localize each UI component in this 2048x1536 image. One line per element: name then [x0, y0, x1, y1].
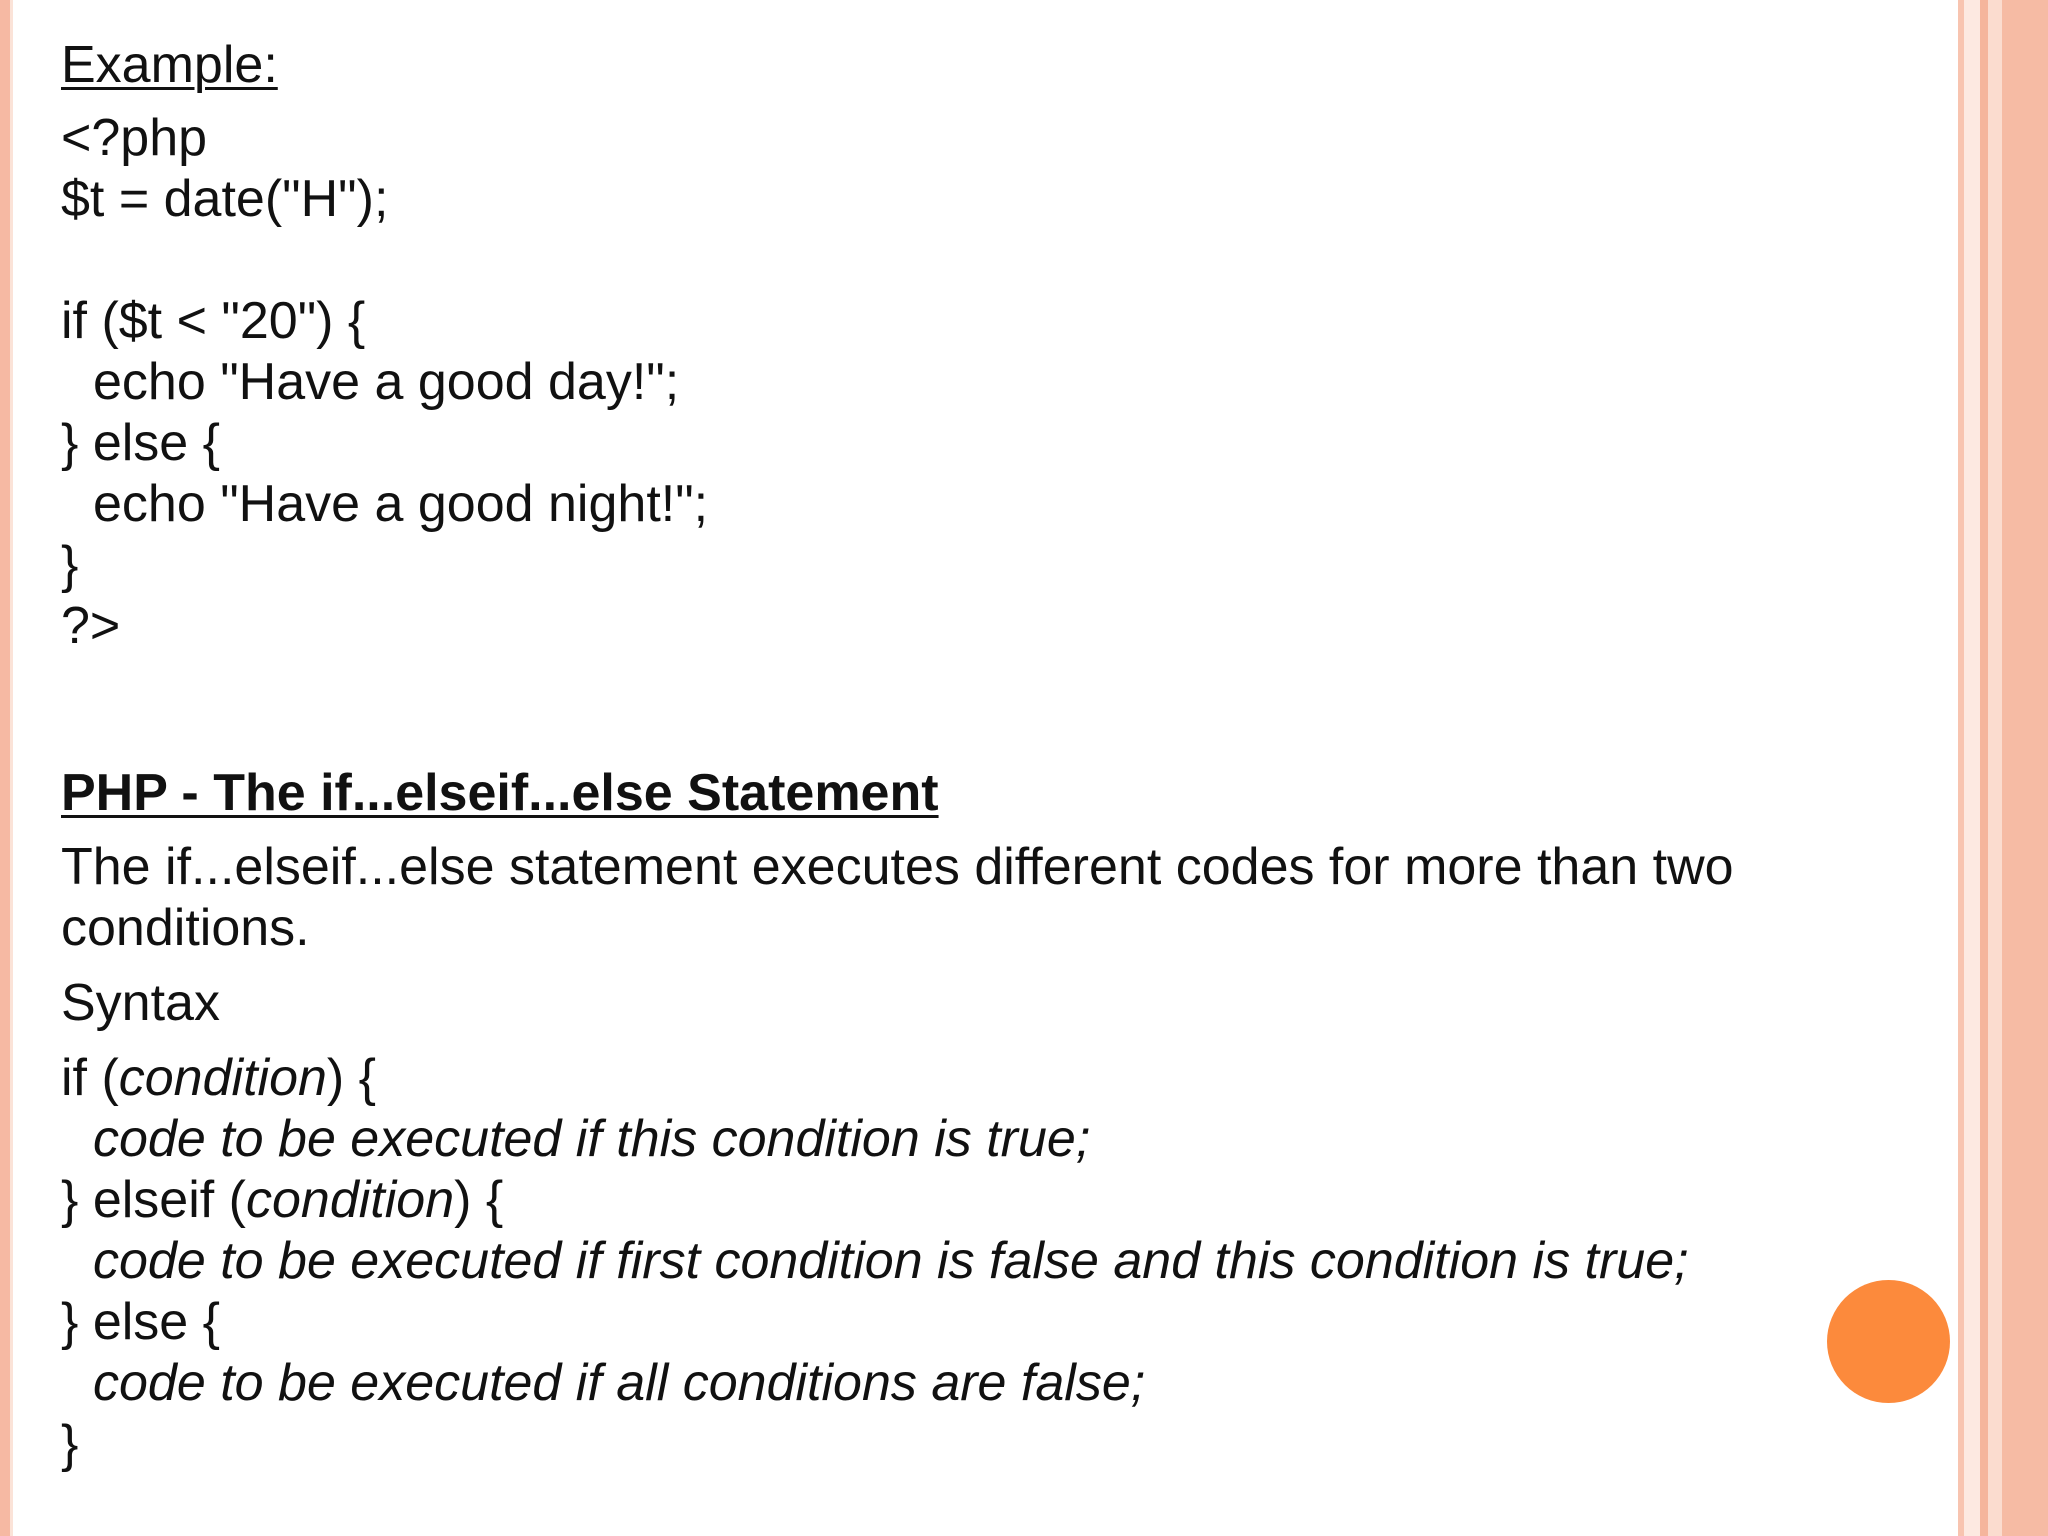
code-line: }	[61, 536, 79, 594]
code-line: ?>	[61, 597, 121, 655]
syntax-body-line: code to be executed if this condition is true;	[93, 1110, 1091, 1168]
right-border-stripe	[1964, 0, 1980, 1536]
syntax-condition: condition	[245, 1171, 455, 1229]
section-spacer	[61, 657, 1941, 761]
code-line: if ($t < "20") {	[61, 292, 366, 350]
left-border-stripe	[0, 0, 10, 1536]
code-line: $t = date("H");	[61, 170, 389, 228]
code-line: <?php	[61, 109, 208, 167]
syntax-line-if	[61, 1048, 1941, 1109]
syntax-code-block	[61, 1048, 1941, 1475]
syntax-line-else: } else {	[61, 1293, 221, 1351]
code-line: echo "Have a good night!";	[93, 475, 709, 533]
syntax-line-elseif	[61, 1170, 1941, 1231]
syntax-line-end: }	[61, 1415, 79, 1473]
code-line: } else {	[61, 414, 221, 472]
syntax-brace: ) {	[326, 1049, 377, 1107]
code-line: echo "Have a good day!";	[93, 353, 680, 411]
orange-circle-decoration	[1827, 1280, 1950, 1403]
section-heading: PHP - The if...elseif...else Statement	[61, 764, 939, 822]
example-code-block	[61, 108, 1941, 657]
syntax-body-line: code to be executed if all conditions are false;	[93, 1354, 1146, 1412]
syntax-keyword: if (	[61, 1049, 119, 1107]
right-border-stripe	[1980, 0, 1988, 1536]
description-text: The if...elseif...else statement executes different codes for more than two conditions.	[61, 838, 1734, 957]
code-blank-line	[61, 230, 1941, 291]
right-border-stripe	[2002, 0, 2048, 1536]
syntax-body-line: code to be executed if first condition is false and this condition is true;	[93, 1232, 1689, 1290]
left-border-stripe-inner	[10, 0, 13, 1536]
syntax-label: Syntax	[61, 974, 220, 1032]
syntax-condition: condition	[118, 1049, 327, 1107]
syntax-brace: ) {	[454, 1171, 504, 1229]
example-heading: Example:	[61, 36, 278, 94]
syntax-keyword: } elseif (	[61, 1171, 246, 1229]
slide-content	[61, 30, 1941, 1475]
right-border-stripe	[1988, 0, 2002, 1536]
